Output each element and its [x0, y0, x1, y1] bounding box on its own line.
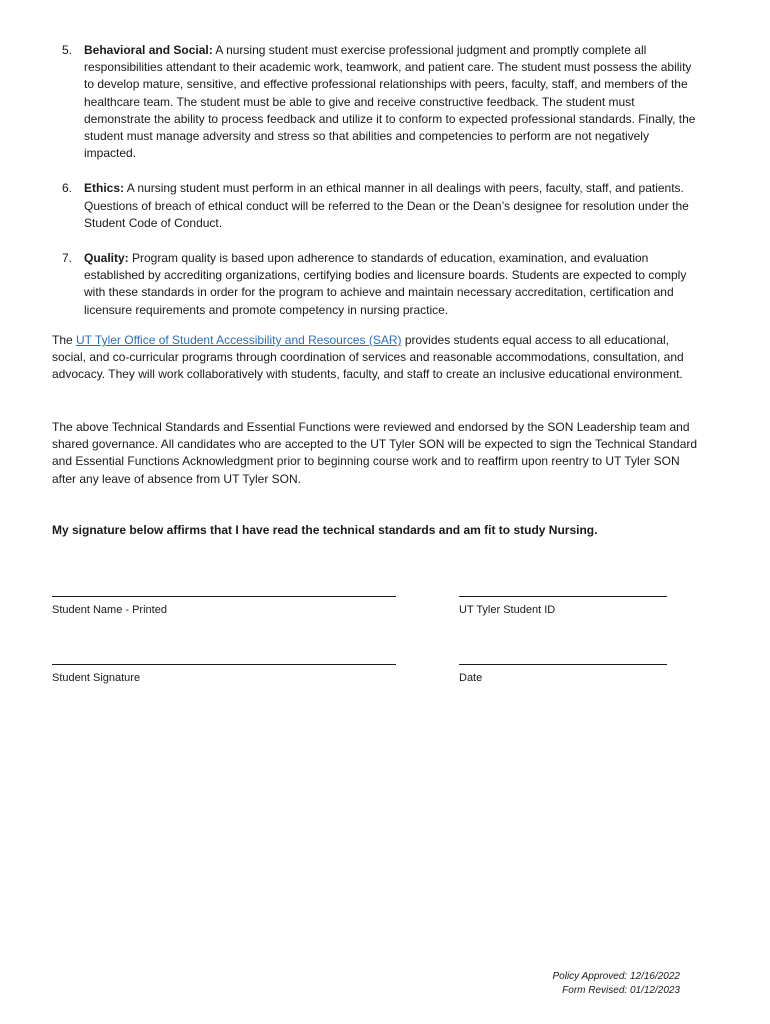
signature-line	[459, 596, 667, 597]
sar-after: provides students equal access to all educational, social, and co-curricular programs through coordination of services and reasonable accommodations, consultation, and advocacy. They will work collaboratively with students, faculty, and staff to create an inclusive educational environment.	[52, 333, 684, 382]
list-item-behavioral-social	[52, 42, 702, 162]
page-footer	[553, 970, 681, 998]
signature-line	[459, 664, 667, 665]
affirmation-statement: My signature below affirms that I have read the technical standards and am fit to study Nursing.	[52, 523, 598, 537]
date-field[interactable]	[459, 664, 667, 685]
list-item-quality	[52, 250, 702, 319]
student-signature-field[interactable]	[52, 664, 396, 685]
student-id-field[interactable]	[459, 596, 667, 617]
student-name-field[interactable]	[52, 596, 396, 617]
sar-link[interactable]: UT Tyler Office of Student Accessibility and Resources (SAR)	[76, 333, 402, 347]
item-text: A nursing student must perform in an ethical manner in all dealings with peers, faculty, staff, and patients. Questions of breach of ethical conduct will be referred to the Dean or the Dean’s designee for resolution under the Student Code of Conduct.	[84, 181, 689, 230]
endorsement-paragraph: The above Technical Standards and Essential Functions were reviewed and endorsed by the SON Leadership team and shared governance. All candidates who are accepted to the UT Tyler SON will be expected to sign the Technical Standard and Essential Functions Acknowledgment prior to beginning course work and to reaffirm upon reentry to UT Tyler SON after any leave of absence from UT Tyler SON.	[52, 420, 698, 486]
signature-line	[52, 596, 396, 597]
item-term: Quality:	[84, 251, 129, 266]
field-label: Student Name - Printed	[52, 604, 167, 616]
form-revised-date: Form Revised: 01/12/2023	[562, 985, 680, 996]
item-text: A nursing student must exercise professional judgment and promptly complete all responsibilities attendant to their academic work, teamwork, and patient care. The student must possess the ability to develop mature, sensitive, and effective professional relationships with peers, faculty, staff, and members of the healthcare team. The student must be able to give and receive constructive feedback. The student must demonstrate the ability to process feedback and utilize it to conform to expected professional standards. Finally, the student must manage adversity and stress so that abilities and competencies to perform are not negatively impacted.	[84, 43, 696, 161]
item-number: 7.	[62, 251, 73, 266]
sar-paragraph	[52, 332, 702, 384]
field-label: UT Tyler Student ID	[459, 604, 556, 616]
field-label: Student Signature	[52, 672, 141, 684]
list-item-ethics	[52, 180, 702, 232]
item-term: Ethics:	[84, 181, 125, 196]
item-text: Program quality is based upon adherence to standards of education, examination, and evaluation established by accrediting organizations, certifying bodies and licensure boards. Students are expected to comply with these standards in order for the program to achieve and maintain necessary accreditation, certification and licensure requirements and promote competency in nursing practice.	[84, 251, 687, 317]
standards-list	[52, 42, 702, 337]
sar-before: The	[52, 333, 77, 347]
item-number: 6.	[62, 181, 73, 196]
item-term: Behavioral and Social:	[84, 43, 213, 57]
field-label: Date	[459, 672, 483, 684]
item-number: 5.	[62, 43, 73, 57]
signature-line	[52, 664, 396, 665]
policy-approved-date: Policy Approved: 12/16/2022	[552, 971, 680, 982]
